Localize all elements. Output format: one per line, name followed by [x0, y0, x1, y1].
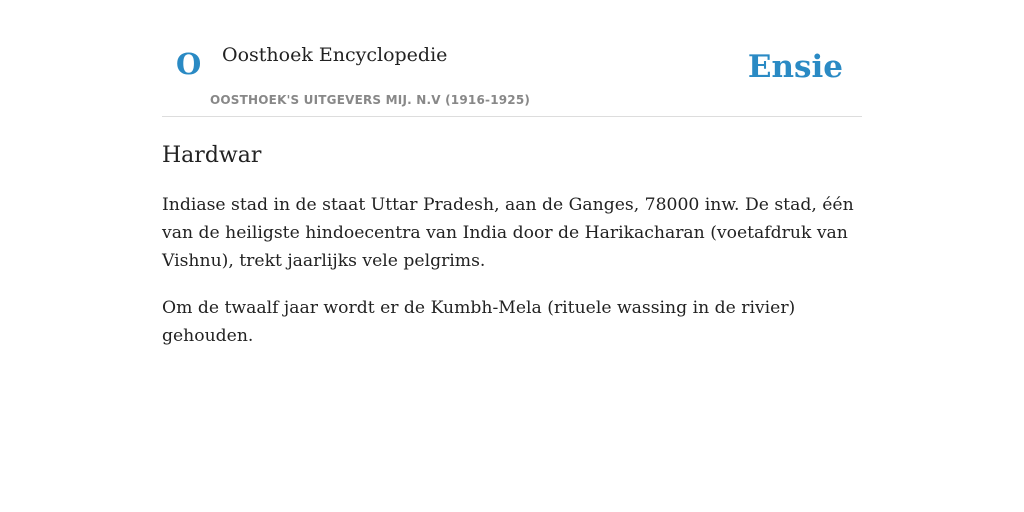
publisher-subtitle: OOSTHOEK'S UITGEVERS MIJ. N.V (1916-1925): [210, 93, 531, 107]
article-title: Hardwar: [162, 143, 262, 168]
ensie-home-link[interactable]: Ensie: [747, 49, 843, 85]
article-paragraph: Om de twaalf jaar wordt er de Kumbh-Mela (rituele wassing in de rivier) gehouden.: [162, 298, 796, 346]
article-body: [162, 191, 862, 350]
page-container: [162, 0, 862, 350]
article-paragraph: Indiase stad in de staat Uttar Pradesh, aan de Ganges, 78000 inw. De stad, één van de heiligste hindoecentra van India door de Harikacharan (voetafdruk van Vishnu), trekt jaarlijks vele pelgrims.: [162, 195, 854, 271]
site-header: [162, 0, 862, 117]
encyclopedia-title-link[interactable]: Oosthoek Encyclopedie: [222, 44, 448, 66]
encyclopedia-logo[interactable]: O: [176, 47, 202, 81]
